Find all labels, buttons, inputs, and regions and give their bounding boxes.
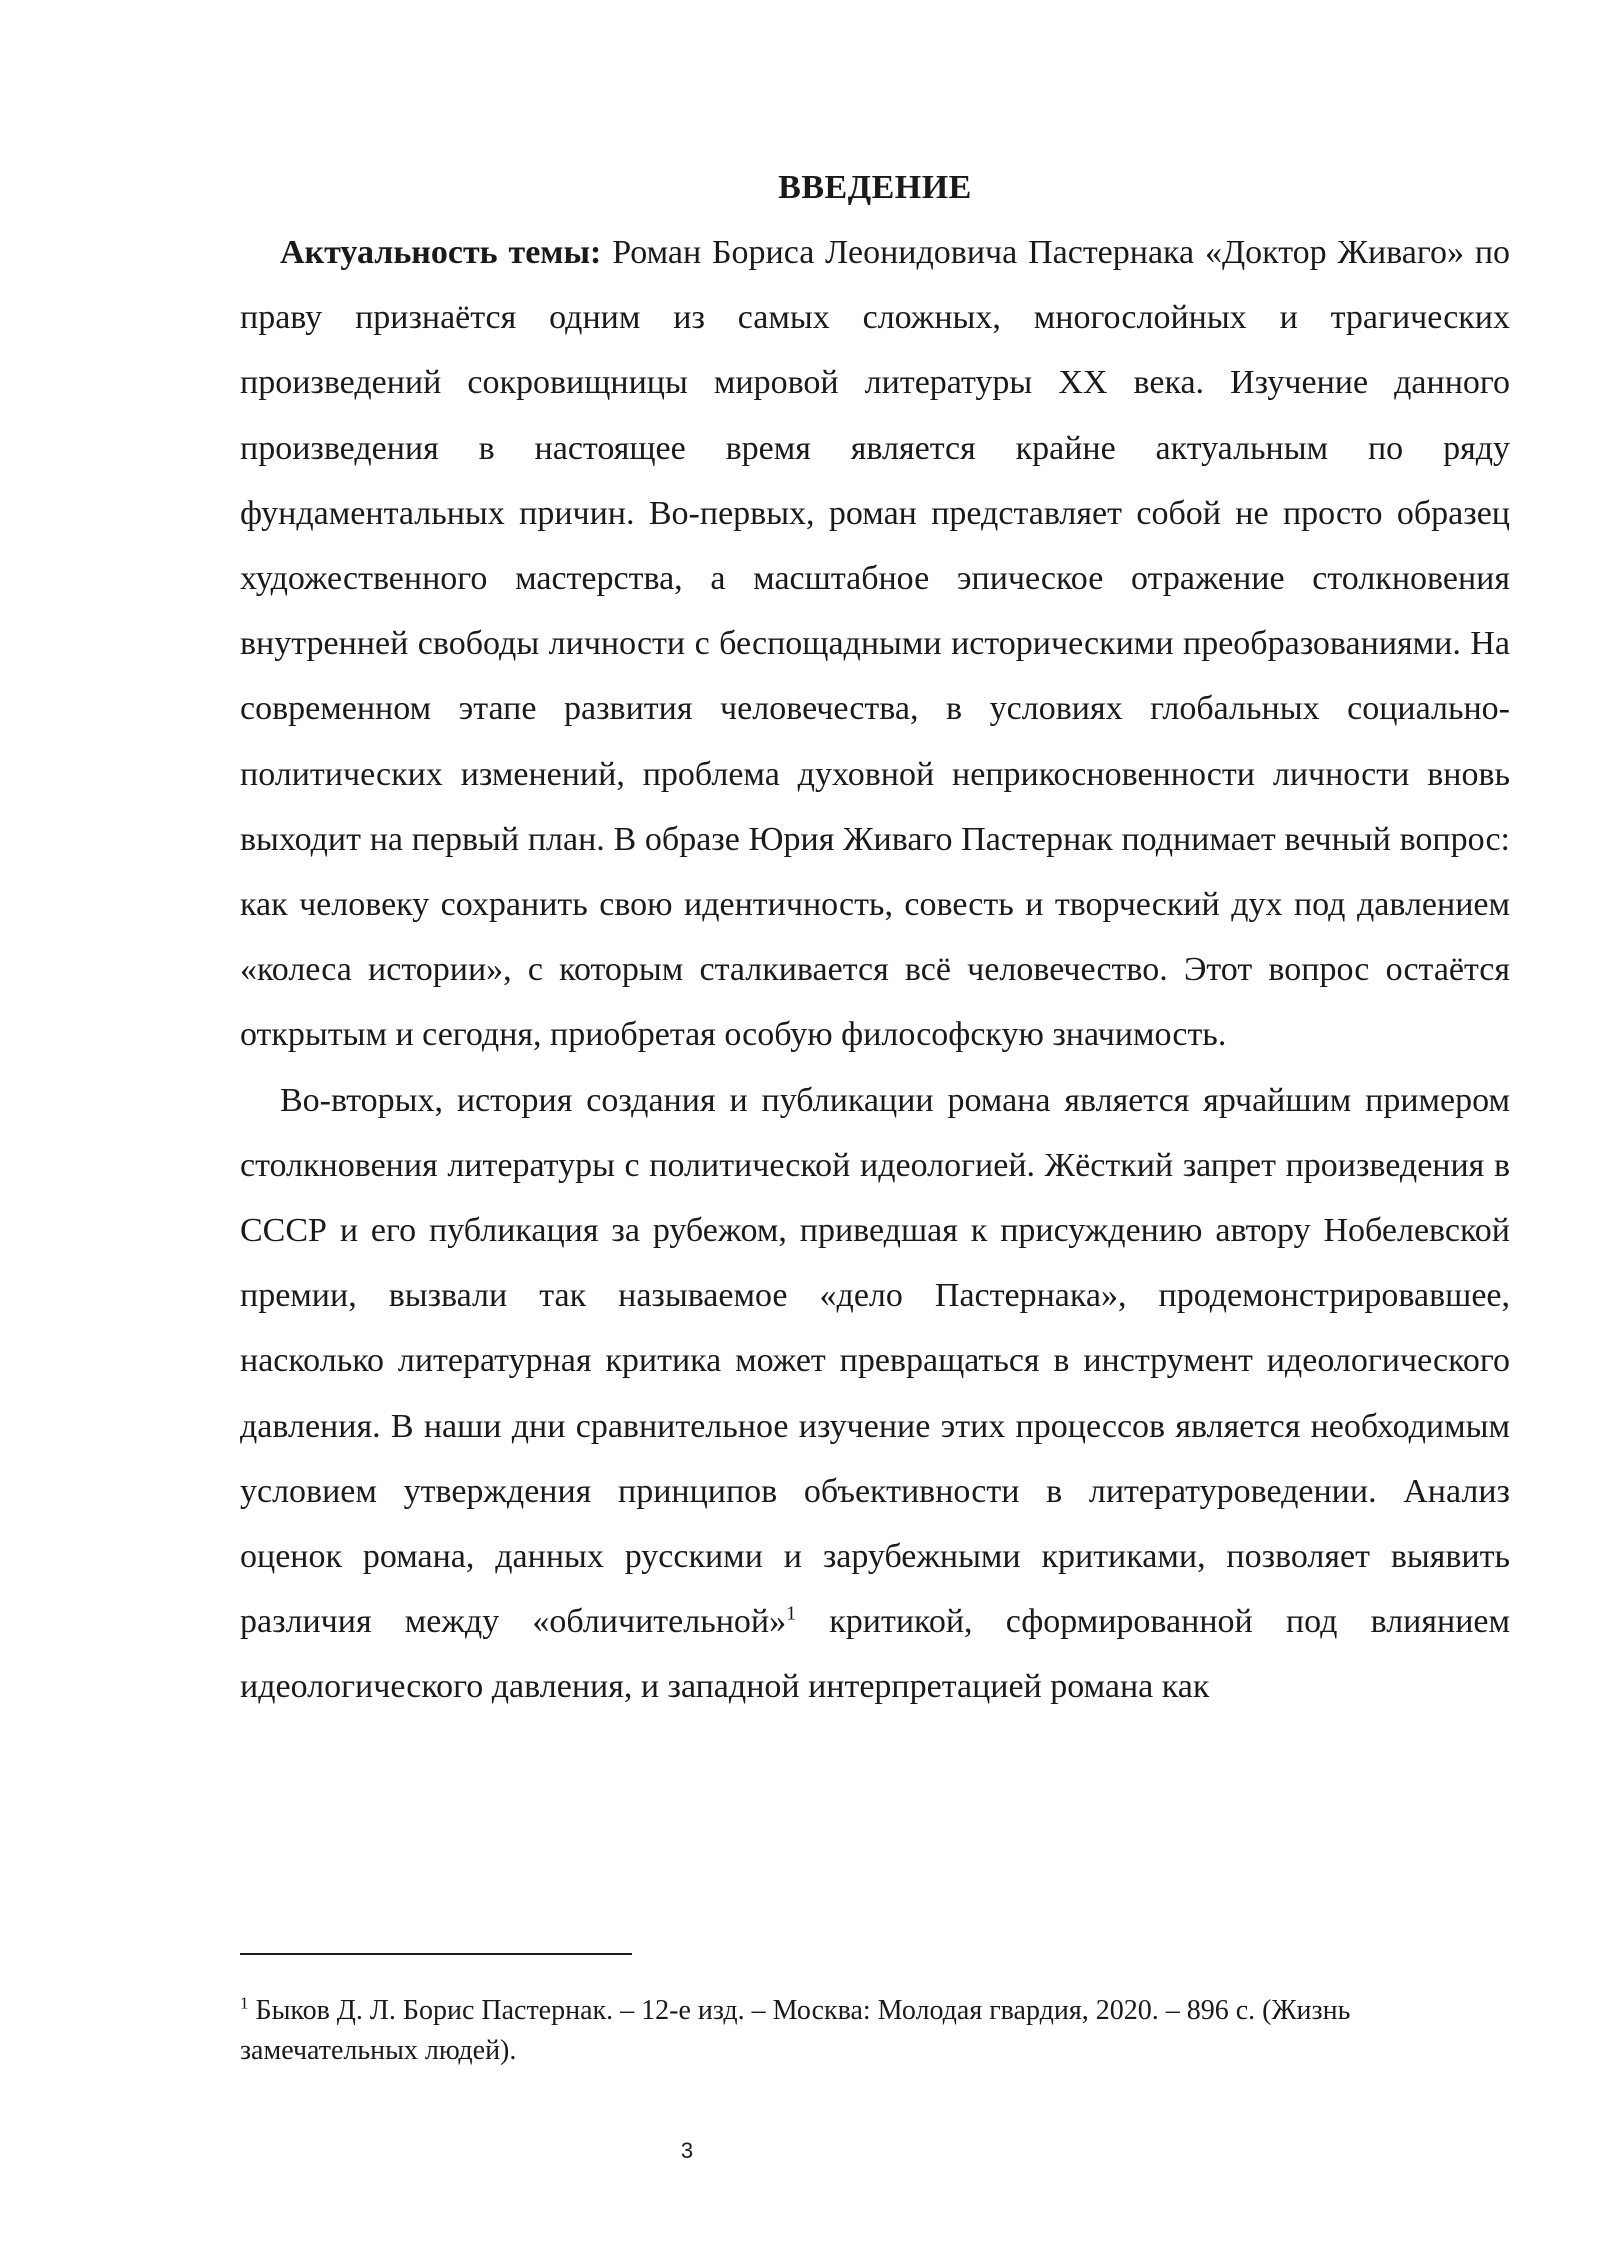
body-text	[240, 220, 1510, 1720]
footnote-number: 1	[240, 1993, 249, 2013]
footnote-separator	[240, 1953, 632, 1955]
paragraph-text: критикой, сформированной под влиянием идеологического давления, и западной интерпретацией романа как	[240, 1603, 1510, 1706]
page-number: 3	[680, 2138, 694, 2163]
paragraph-text: Во-вторых, история создания и публикации романа является ярчайшим примером столкновения литературы с политической идеологией. Жёсткий запрет произведения в СССР и его публикация за рубежом, приведшая к присуждению автору Нобелевской премии, вызвали так называемое «дело Пастернака», продемонстрировавшее, насколько литературная критика может превращаться в инструмент идеологического давления. В наши дни сравнительное изучение этих процессов является необходимым условием утверждения принципов объективности в литературоведении. Анализ оценок романа, данных русскими и зарубежными критиками, позволяет выявить различия между «обличительной»	[240, 1081, 1510, 1641]
footnote-reference[interactable]: 1	[786, 1602, 797, 1625]
footnote-text: Быков Д. Л. Борис Пастернак. – 12-е изд. – Москва: Молодая гвардия, 2020. – 896 с. (Жизнь замечательных людей).	[240, 1995, 1351, 2066]
paragraph-relevance	[240, 220, 1510, 1068]
footnote	[240, 1991, 1510, 2071]
paragraph-text: Роман Бориса Леонидовича Пастернака «Доктор Живаго» по праву признаётся одним из самых сложных, многослойных и трагических произведений сокровищницы мировой литературы XX века. Изучение данного произведения в настоящее время является крайне актуальным по ряду фундаментальных причин. Во-первых, роман представляет собой не просто образец художественного мастерства, а масштабное эпическое отражение столкновения внутренней свободы личности с беспощадными историческими преобразованиями. На современном этапе развития человечества, в условиях глобальных социально-политических изменений, проблема духовной неприкосновенности личности вновь выходит на первый план. В образе Юрия Живаго Пастернак поднимает вечный вопрос: как человеку сохранить свою идентичность, совесть и творческий дух под давлением «колеса истории», с которым сталкивается всё человечество. Этот вопрос остаётся открытым и сегодня, приобретая особую философскую значимость.	[240, 234, 1511, 1054]
paragraph-second	[240, 1068, 1510, 1720]
paragraph-lead: Актуальность темы:	[280, 234, 602, 271]
section-heading: ВВЕДЕНИЕ	[778, 169, 972, 206]
